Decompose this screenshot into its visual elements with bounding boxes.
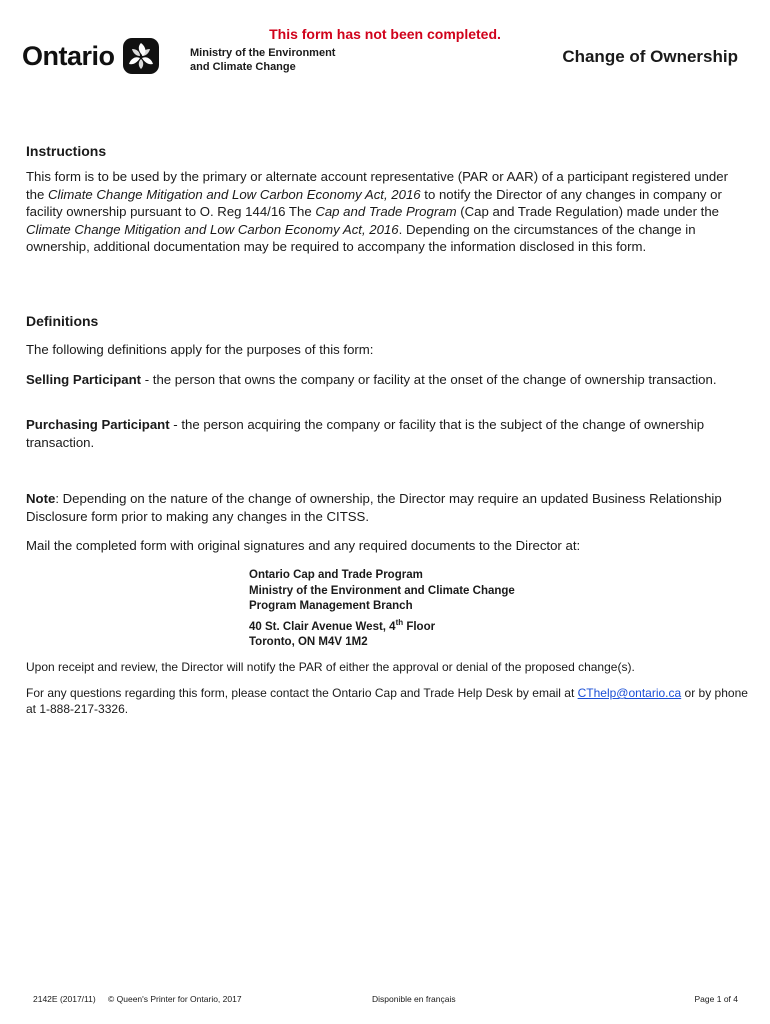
definition-selling xyxy=(26,371,746,389)
ministry-name xyxy=(190,46,335,74)
instructions-text-part: (Cap and Trade Regulation) made under the xyxy=(456,204,720,219)
footer-french: Disponible en français xyxy=(372,994,456,1004)
instructions-text xyxy=(26,168,746,256)
form-title: Change of Ownership xyxy=(562,47,738,66)
act-name: Climate Change Mitigation and Low Carbon Economy Act, 2016 xyxy=(26,221,399,237)
definition-text: - the person acquiring the company or facility that is the subject of the change of ownership transaction. xyxy=(26,417,705,450)
contact-paragraph xyxy=(26,685,751,717)
note-label: Note xyxy=(26,491,56,506)
definition-text: - the person that owns the company or facility at the onset of the change of ownership transaction. xyxy=(141,372,717,387)
footer-form-id: 2142E (2017/11) xyxy=(33,994,96,1004)
ministry-line-1: Ministry of the Environment xyxy=(190,47,336,59)
definition-term: Selling Participant xyxy=(26,372,142,387)
footer-copyright: © Queen's Printer for Ontario, 2017 xyxy=(108,994,242,1004)
trillium-icon xyxy=(123,38,159,74)
instructions-text-part: . Depending on the circumstances of the change in ownership, additional documentation may be required to accompany the information disclosed in this form. xyxy=(26,221,696,254)
note-paragraph xyxy=(26,490,746,525)
contact-text: or by phone at 1-888-217-3326. xyxy=(26,686,748,716)
footer-page-number: Page 1 of 4 xyxy=(694,994,738,1004)
ministry-line-2: and Climate Change xyxy=(190,61,296,73)
address-street: 40 St. Clair Avenue West, 4 xyxy=(249,620,396,633)
address-line: Program Management Branch xyxy=(249,600,413,612)
logo-text: Ontario xyxy=(22,40,115,71)
act-name: Climate Change Mitigation and Low Carbon Economy Act, 2016 xyxy=(48,186,421,202)
mail-instructions: Mail the completed form with original signatures and any required documents to the Director at: xyxy=(26,538,581,553)
definitions-heading: Definitions xyxy=(26,313,99,329)
program-name: Cap and Trade Program xyxy=(315,204,457,219)
definition-term: Purchasing Participant xyxy=(26,417,170,432)
contact-text: For any questions regarding this form, please contact the Ontario Cap and Trade Help Desk by email at xyxy=(26,686,578,700)
instructions-text-part: to notify the Director of any changes in company or facility ownership pursuant to O. Reg 144/16 The xyxy=(26,186,722,219)
definitions-intro: The following definitions apply for the purposes of this form: xyxy=(26,342,374,357)
email-link[interactable]: CThelp@ontario.ca xyxy=(577,686,682,700)
ontario-logo xyxy=(22,38,159,74)
address-floor: Floor xyxy=(403,620,436,633)
note-text: : Depending on the nature of the change of ownership, the Director may require an updated Business Relationship Disclosure form prior to making any changes in the CITSS. xyxy=(26,491,722,524)
incomplete-warning: This form has not been completed. xyxy=(269,26,501,42)
address-line xyxy=(249,615,515,635)
ordinal-suffix: th xyxy=(395,617,404,627)
instructions-text-part: This form is to be used by the primary or alternate account representative (PAR or AAR) of a participant registered under the xyxy=(26,169,728,202)
address-line: Toronto, ON M4V 1M2 xyxy=(249,635,368,648)
definition-purchasing xyxy=(26,416,746,451)
instructions-heading: Instructions xyxy=(26,143,107,159)
address-line: Ontario Cap and Trade Program xyxy=(249,569,423,581)
address-line: Ministry of the Environment and Climate Change xyxy=(249,584,515,597)
mailing-address xyxy=(249,568,515,650)
review-notice: Upon receipt and review, the Director will notify the PAR of either the approval or denial of the proposed change(s). xyxy=(26,660,635,674)
